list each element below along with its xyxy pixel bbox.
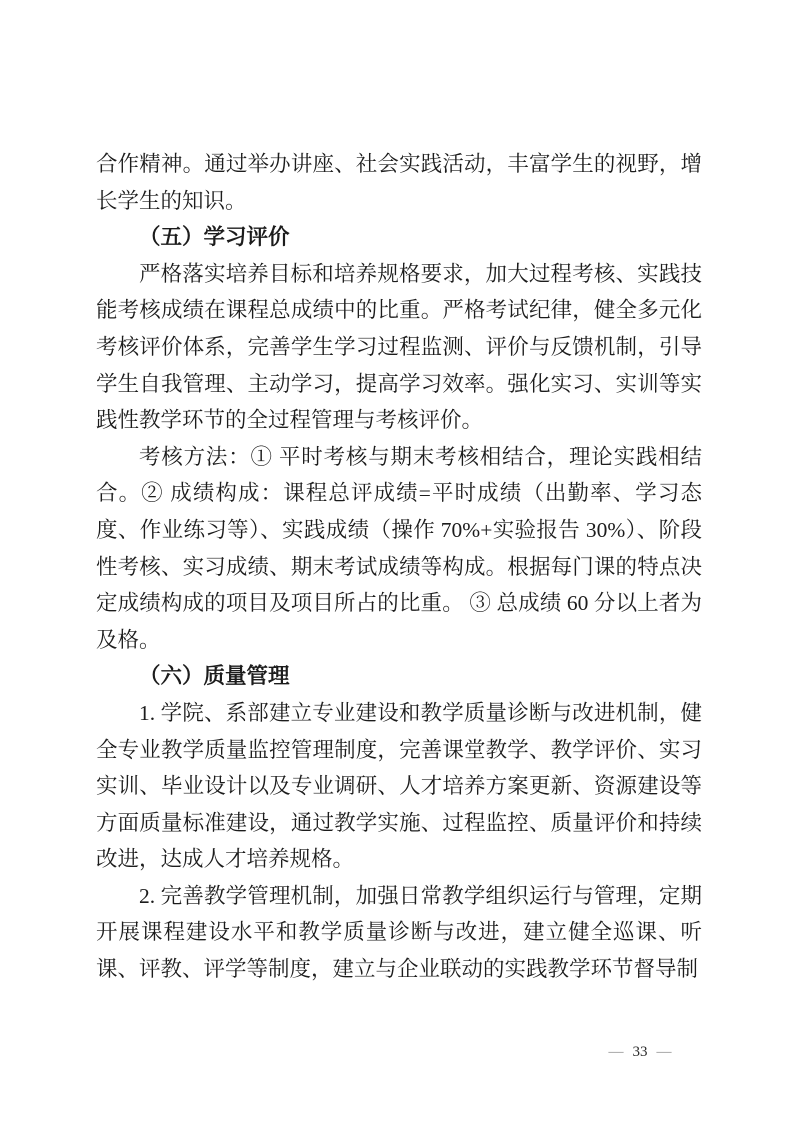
paragraph-continuation: 合作精神。通过举办讲座、社会实践活动，丰富学生的视野，增长学生的知识。 [96,152,702,213]
page-footer [580,1042,700,1062]
paragraph-quality-item-1: 1. 学院、系部建立专业建设和教学质量诊断与改进机制，健全专业教学质量监控管理制度，完善课堂教学、教学评价、实习实训、毕业设计以及专业调研、人才培养方案更新、资源建设等方面质量标准建设，通过教学实施、过程监控、质量评价和持续改进，达成人才培养规格。 [96,700,702,872]
paragraph-quality-item-2: 2. 完善教学管理机制，加强日常教学组织运行与管理，定期开展课程建设水平和教学质量诊断与改进，建立健全巡课、听课、评教、评学等制度，建立与企业联动的实践教学环节督导制 [96,883,702,982]
footer-dash-left: — [608,1044,624,1060]
paragraph-assessment-methods: 考核方法：① 平时考核与期末考核相结合，理论实践相结合。② 成绩构成：课程总评成绩=平时成绩（出勤率、学习态度、作业练习等）、实践成绩（操作 70%+实验报告 30%）、阶段性考核、实习成绩、期末考试成绩等构成。根据每门课的特点决定成绩构成的项目及项目所占的比重。 ③ 总成绩 60 分以上者为及格。 [96,444,702,652]
section-heading-learning-evaluation: （五）学习评价 [139,225,290,250]
document-body [96,146,702,988]
footer-dash-right: — [656,1044,672,1060]
page-number: 33 [632,1044,648,1060]
paragraph-evaluation-requirements: 严格落实培养目标和培养规格要求，加大过程考核、实践技能考核成绩在课程总成绩中的比重。严格考试纪律，健全多元化考核评价体系，完善学生学习过程监测、评价与反馈机制，引导学生自我管理、主动学习，提高学习效率。强化实习、实训等实践性教学环节的全过程管理与考核评价。 [96,261,702,433]
section-heading-quality-management: （六）质量管理 [139,664,290,689]
